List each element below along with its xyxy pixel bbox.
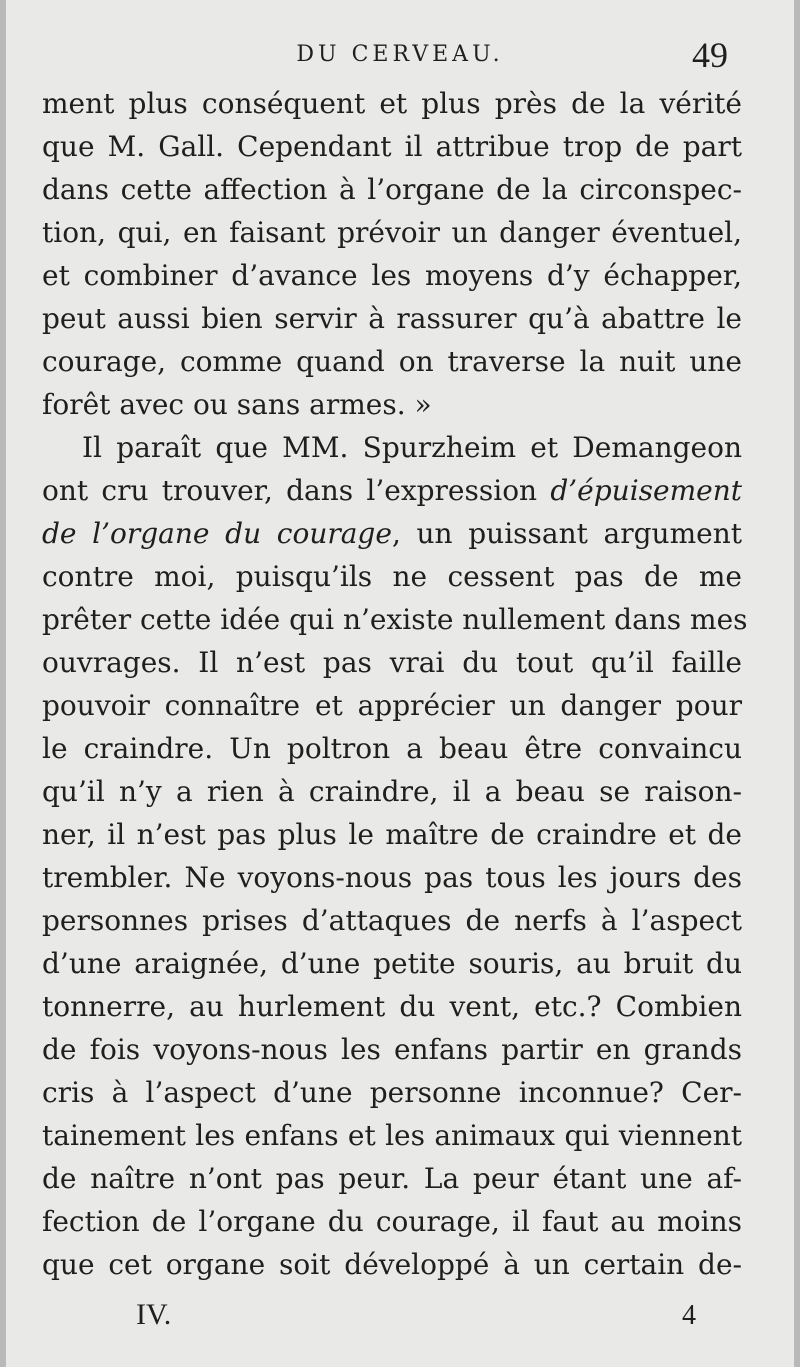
text-span: , un puissant argument	[391, 517, 742, 550]
text-line: courage, comme quand on traverse la nuit une	[42, 345, 742, 378]
italic-phrase: de l’organe du courage	[42, 517, 392, 550]
text-line: tonnerre, au hurlement du vent, etc.? Combien	[42, 990, 742, 1023]
text-line: que cet organe soit développé à un certain de-	[42, 1248, 742, 1281]
italic-phrase: d’épuisement	[550, 474, 743, 507]
text-line: le craindre. Un poltron a beau être convaincu	[42, 732, 742, 765]
body-text	[42, 82, 748, 1286]
text-line: tainement les enfans et les animaux qui viennent	[42, 1119, 742, 1152]
text-line: d’une araignée, d’une petite souris, au bruit du	[42, 947, 742, 980]
text-line: et combiner d’avance les moyens d’y échapper,	[42, 259, 742, 292]
running-title: DU CERVEAU.	[296, 42, 504, 67]
text-line: forêt avec ou sans armes. »	[42, 388, 432, 421]
text-line: de fois voyons-nous les enfans partir en grands	[42, 1033, 742, 1066]
text-line: fection de l’organe du courage, il faut au moins	[42, 1205, 742, 1238]
text-line: pouvoir connaître et apprécier un danger pour	[42, 689, 742, 722]
text-line: dans cette affection à l’organe de la circonspec-	[42, 173, 742, 206]
text-line: tion, qui, en faisant prévoir un danger éventuel,	[42, 216, 742, 249]
text-span: ont cru trouver, dans l’expression	[42, 474, 538, 507]
text-line: cris à l’aspect d’une personne inconnue? Cer-	[42, 1076, 742, 1109]
book-page	[6, 0, 794, 1367]
text-line: peut aussi bien servir à rassurer qu’à abattre le	[42, 302, 742, 335]
text-line: Il paraît que MM. Spurzheim et Demangeon	[82, 431, 742, 464]
text-line: personnes prises d’attaques de nerfs à l’aspect	[42, 904, 742, 937]
page-number: 49	[692, 35, 728, 75]
text-line: ouvrages. Il n’est pas vrai du tout qu’il faille	[42, 646, 742, 679]
folio-number: 4	[682, 1300, 696, 1331]
text-line: que M. Gall. Cependant il attribue trop de part	[42, 130, 742, 163]
text-line: qu’il n’y a rien à craindre, il a beau se raison-	[42, 775, 742, 808]
text-line: trembler. Ne voyons-nous pas tous les jours des	[42, 861, 742, 894]
signature-mark: IV.	[136, 1298, 172, 1331]
text-line: ner, il n’est pas plus le maître de craindre et de	[42, 818, 742, 851]
text-line	[42, 512, 742, 555]
text-line	[42, 469, 742, 512]
text-line: contre moi, puisqu’ils ne cessent pas de me	[42, 560, 742, 593]
text-line: prêter cette idée qui n’existe nullement dans mes	[42, 603, 748, 636]
text-line: de naître n’ont pas peur. La peur étant une af-	[42, 1162, 742, 1195]
text-line: ment plus conséquent et plus près de la vérité	[42, 87, 742, 120]
